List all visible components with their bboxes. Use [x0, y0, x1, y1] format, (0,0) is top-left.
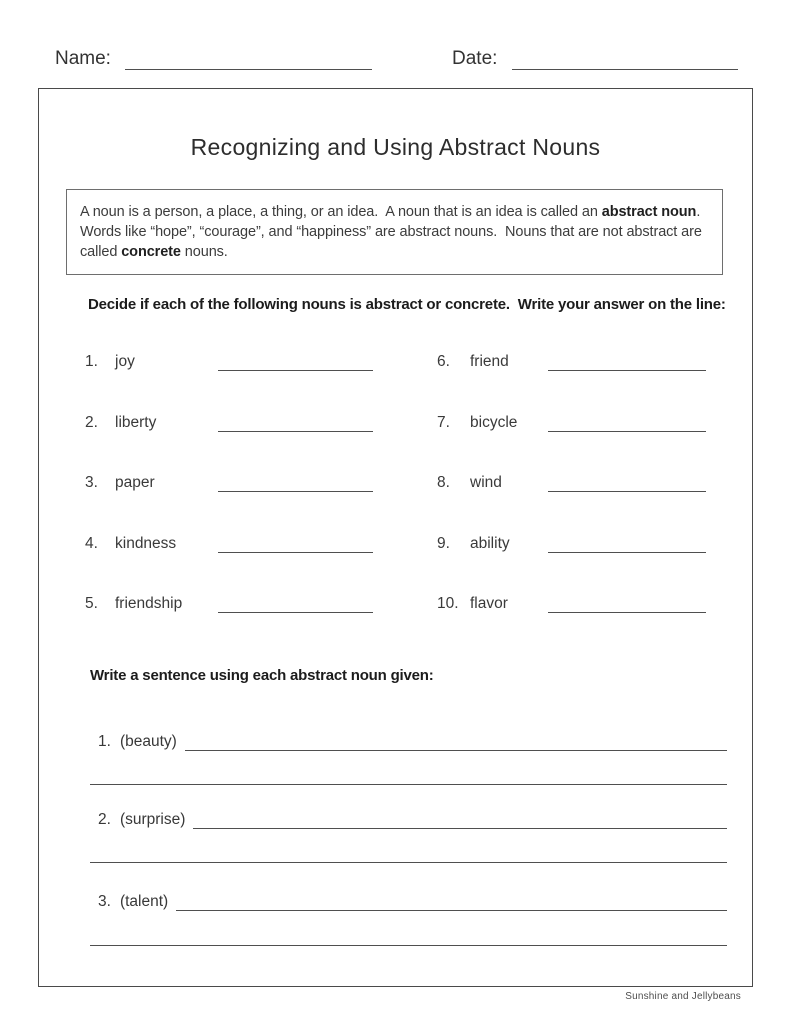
item-word: liberty [115, 413, 157, 431]
answer-blank-line [548, 353, 706, 371]
noun-item-7 [437, 414, 706, 432]
item-number: 2. [85, 413, 98, 431]
item-word: wind [470, 474, 502, 491]
definition-bold-concrete: concrete [121, 244, 181, 260]
item-word: (talent) [119, 893, 169, 910]
answer-blank-line [218, 353, 373, 371]
sentence-item-beauty [98, 731, 727, 751]
item-word: bicycle [470, 413, 518, 431]
name-blank-line [125, 48, 372, 70]
noun-item-8 [437, 474, 706, 492]
item-word: (beauty) [119, 733, 177, 750]
item-number: 1. [85, 353, 98, 370]
sentence-continuation-line [90, 862, 727, 863]
exercise1-directions: Decide if each of the following nouns is abstract or concrete. Write your answer on the line: [88, 296, 726, 313]
sentence-item-talent [98, 891, 727, 911]
page-title: Recognizing and Using Abstract Nouns [190, 134, 601, 160]
exercise2-directions: Write a sentence using each abstract noun given: [90, 667, 434, 684]
noun-item-4 [85, 535, 373, 553]
name-label: Name: [55, 48, 111, 69]
noun-item-9 [437, 535, 706, 553]
exercise1-left-column [85, 353, 373, 613]
noun-item-5 [85, 595, 373, 613]
sentence-continuation-line [90, 784, 727, 785]
footer-credit: Sunshine and Jellybeans [625, 991, 741, 1002]
item-number: 2. [98, 811, 111, 828]
item-number: 9. [437, 534, 450, 552]
date-label: Date: [452, 48, 498, 69]
item-number: 5. [85, 595, 98, 612]
item-word: paper [115, 474, 155, 491]
item-number: 6. [437, 353, 450, 370]
answer-blank-line [218, 414, 373, 432]
answer-blank-line [218, 474, 373, 492]
noun-item-6 [437, 353, 706, 371]
definition-bold-abstract-noun: abstract noun [601, 204, 697, 220]
date-blank-line [512, 48, 738, 70]
definition-seg2: . Words like “hope”, “courage”, and “happiness” are abstract nouns. Nouns that are not abstract are called [80, 204, 709, 260]
definition-seg3: nouns. [180, 244, 228, 260]
answer-blank-line [548, 414, 706, 432]
item-word: (surprise) [119, 811, 186, 828]
definition-text [80, 202, 709, 262]
item-word: flavor [470, 595, 508, 612]
sentence-blank-line [176, 891, 727, 911]
item-word: ability [470, 534, 510, 552]
exercise1-right-column [437, 353, 706, 613]
answer-blank-line [548, 474, 706, 492]
item-number: 3. [98, 893, 111, 910]
noun-item-10 [437, 595, 706, 613]
noun-item-3 [85, 474, 373, 492]
item-number: 7. [437, 413, 450, 431]
item-number: 10. [437, 595, 459, 612]
item-word: kindness [115, 534, 177, 552]
item-number: 1. [98, 733, 111, 750]
item-number: 4. [85, 534, 98, 552]
noun-item-1 [85, 353, 373, 371]
definition-seg1: A noun is a person, a place, a thing, or an idea. A noun that is an idea is called an [80, 204, 602, 220]
noun-item-2 [85, 414, 373, 432]
sentence-blank-line [185, 731, 727, 751]
item-word: joy [115, 353, 135, 370]
item-number: 3. [85, 474, 98, 491]
sentence-blank-line [193, 809, 727, 829]
answer-blank-line [548, 535, 706, 553]
item-word: friend [470, 353, 509, 370]
answer-blank-line [218, 535, 373, 553]
item-word: friendship [115, 595, 183, 612]
definition-box [66, 189, 723, 275]
answer-blank-line [548, 595, 706, 613]
item-number: 8. [437, 474, 450, 491]
sentence-item-surprise [98, 809, 727, 829]
answer-blank-line [218, 595, 373, 613]
sentence-continuation-line [90, 945, 727, 946]
